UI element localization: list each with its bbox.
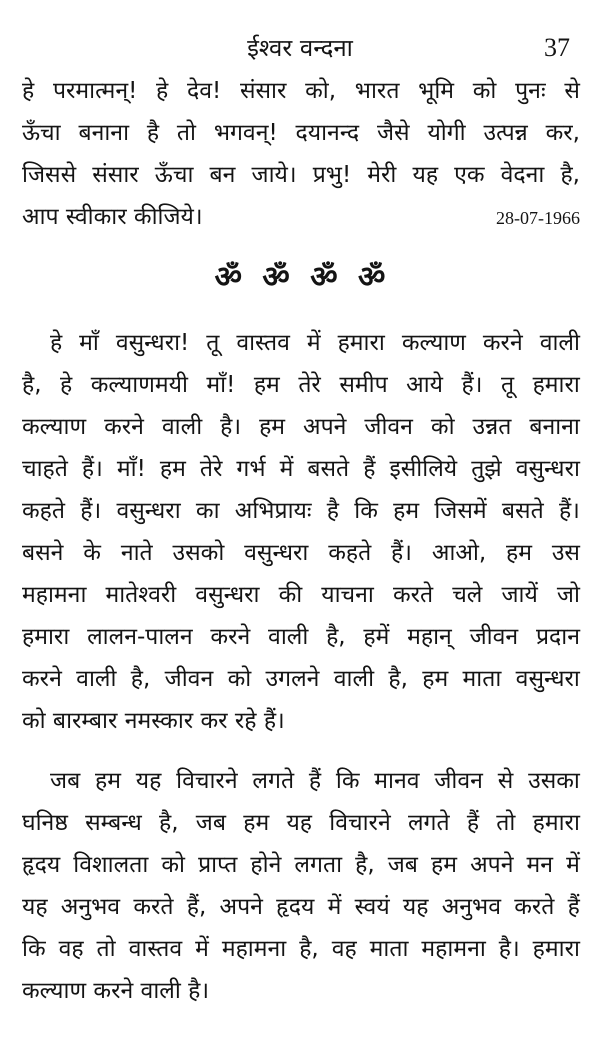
word: महामना — [22, 582, 87, 608]
word: लालन-पालन — [87, 624, 193, 650]
word: है — [146, 120, 160, 146]
word: के — [83, 540, 101, 566]
text-line — [22, 70, 580, 112]
word: प्रदान — [535, 624, 580, 650]
paragraph-heart — [22, 760, 580, 1012]
word: तो — [96, 936, 116, 962]
text-line — [22, 448, 580, 490]
word: मेरी — [367, 162, 397, 188]
word: कल्याण — [22, 414, 87, 440]
word: भूमि — [418, 78, 455, 104]
word: वह — [58, 936, 84, 962]
word: संसार — [239, 78, 287, 104]
word: हम — [259, 414, 286, 440]
word: हैं — [363, 456, 376, 482]
text-line — [22, 154, 580, 196]
om-separator: ॐ ॐ ॐ ॐ — [214, 260, 386, 295]
word: हम — [243, 810, 270, 836]
word: हे — [60, 372, 73, 398]
word: हमारा — [532, 372, 580, 398]
word: भगवन्! — [213, 120, 278, 146]
word: हे — [22, 78, 35, 104]
word: हैं। — [461, 372, 483, 398]
word: वाली — [333, 666, 375, 692]
text-line — [22, 844, 580, 886]
word: का — [195, 498, 220, 524]
word: बनाना — [78, 120, 130, 146]
word: उन्नत — [472, 414, 512, 440]
word: संसार — [92, 162, 139, 188]
word: तेरे — [199, 456, 223, 482]
word: करते — [392, 582, 434, 608]
text-line: आप स्वीकार कीजिये। — [22, 204, 203, 230]
word: हृदय — [276, 894, 315, 920]
word: को — [161, 852, 185, 878]
word: तेरे — [298, 372, 321, 398]
word: हृदय — [22, 852, 61, 878]
word: हे — [50, 330, 63, 356]
word: है। — [220, 414, 242, 440]
text-line — [22, 658, 580, 700]
word: उत्पन्न — [483, 120, 528, 146]
word: कि — [22, 936, 46, 962]
word: गर्भ — [236, 456, 266, 482]
word: समीप — [339, 372, 388, 398]
word: उसका — [528, 768, 580, 794]
word: लगते — [252, 768, 295, 794]
page-number: 37 — [544, 33, 570, 62]
word: माँ — [79, 330, 99, 356]
word: अनुभव — [441, 894, 501, 920]
text-line — [22, 616, 580, 658]
word: हम — [159, 456, 186, 482]
word: परमात्मन्! — [52, 78, 138, 104]
word: चाहते — [22, 456, 68, 482]
word: है, — [326, 624, 346, 650]
word: है, — [299, 936, 319, 962]
date-stamp: 28-07-1966 — [496, 208, 580, 228]
word: लगते — [407, 810, 450, 836]
word: अपने — [470, 852, 514, 878]
word: अपने — [303, 414, 347, 440]
word: लगता — [294, 852, 343, 878]
word: जो — [556, 582, 580, 608]
word: वाली — [268, 624, 309, 650]
word: घनिष्ठ — [22, 810, 68, 836]
text-line — [22, 364, 580, 406]
running-header — [0, 30, 600, 66]
word: वह — [331, 936, 357, 962]
word: जब — [195, 810, 226, 836]
word: पुनः — [515, 78, 546, 104]
word: अनुभव — [60, 894, 121, 920]
word: हम — [422, 666, 449, 692]
word: हैं, — [186, 894, 207, 920]
word: बसने — [22, 540, 64, 566]
word: जिसमें — [434, 498, 487, 524]
word: नाते — [120, 540, 153, 566]
word: करते — [514, 894, 555, 920]
word: करने — [104, 414, 144, 440]
word: हैं — [567, 894, 580, 920]
word: आओ, — [431, 540, 487, 566]
word: है, — [388, 666, 408, 692]
word: हैं — [308, 768, 322, 794]
word: दयानन्द — [295, 120, 360, 146]
word: ऊँचा — [22, 120, 61, 146]
word: हैं। — [81, 456, 103, 482]
word: को — [227, 666, 252, 692]
word: कहते — [22, 498, 65, 524]
word: माँ! — [116, 456, 146, 482]
text-line — [22, 802, 580, 844]
word: मन — [526, 852, 554, 878]
word: हम — [506, 540, 532, 566]
word: कल्याणमयी — [90, 372, 188, 398]
word: वेदना — [500, 162, 545, 188]
word: जैसे — [376, 120, 410, 146]
word: माँ! — [206, 372, 236, 398]
word: कहते — [328, 540, 372, 566]
word: है — [326, 498, 339, 524]
word: में — [327, 894, 342, 920]
word: यह — [135, 768, 162, 794]
paragraph-vasundhara — [22, 322, 580, 742]
word: करने — [210, 624, 251, 650]
word: जायें — [501, 582, 538, 608]
word: होने — [250, 852, 282, 878]
word: वसुन्धरा — [116, 498, 181, 524]
text-line — [22, 490, 580, 532]
word: मातेश्वरी — [105, 582, 177, 608]
word: माता — [369, 936, 409, 962]
word: को, — [305, 78, 337, 104]
text-line — [22, 532, 580, 574]
word: वसुन्धरा! — [115, 330, 190, 356]
word: जीवन — [469, 624, 519, 650]
word: से — [497, 768, 514, 794]
word: वसुन्धरा — [515, 456, 580, 482]
word: उसको — [172, 540, 225, 566]
word: माता — [462, 666, 502, 692]
word: है। — [498, 936, 520, 962]
word: प्राप्त — [198, 852, 238, 878]
word: में — [195, 936, 209, 962]
word: है, — [22, 372, 42, 398]
word: विशालता — [73, 852, 149, 878]
word: जीवन — [164, 666, 214, 692]
word: महामना — [221, 936, 287, 962]
word: कल्याण — [401, 330, 466, 356]
word: है, — [159, 810, 179, 836]
word: जिससे — [22, 162, 77, 188]
word: की — [278, 582, 303, 608]
word: तू — [206, 330, 220, 356]
text-line — [22, 322, 580, 364]
word: उस — [551, 540, 580, 566]
word: जाये। — [251, 162, 297, 188]
word: को — [430, 414, 455, 440]
word: हम — [253, 372, 280, 398]
word: अपने — [219, 894, 263, 920]
word: है, — [560, 162, 580, 188]
text-line: कल्याण करने वाली है। — [22, 978, 210, 1004]
word: बसते — [501, 498, 544, 524]
word: वास्तव — [128, 936, 183, 962]
word: हे — [156, 78, 169, 104]
word: यह — [402, 894, 429, 920]
word: वसुन्धरा — [515, 666, 580, 692]
word: वास्तव — [236, 330, 290, 356]
word: मानव — [374, 768, 420, 794]
word: करते — [133, 894, 174, 920]
word: यह — [22, 894, 48, 920]
word: हैं। — [558, 498, 580, 524]
word: वसुन्धरा — [244, 540, 309, 566]
text-line — [22, 886, 580, 928]
word: वाली — [76, 666, 117, 692]
word: करने — [482, 330, 523, 356]
text-line — [22, 760, 580, 802]
word: जब — [387, 852, 418, 878]
text-line: को बारम्बार नमस्कार कर रहे हैं। — [22, 708, 285, 734]
text-line — [22, 574, 580, 616]
word: कि — [335, 768, 360, 794]
word: हैं। — [80, 498, 102, 524]
word: हम — [431, 852, 457, 878]
word: प्रभु! — [312, 162, 352, 188]
word: हमारा — [337, 330, 385, 356]
word: तुझे — [471, 456, 502, 482]
word: भारत — [354, 78, 400, 104]
word: योगी — [427, 120, 466, 146]
word: में — [306, 330, 321, 356]
word: हमें — [363, 624, 390, 650]
word: इसीलिये — [389, 456, 458, 482]
word: यह — [412, 162, 439, 188]
word: उगलने — [265, 666, 320, 692]
word: हम — [95, 768, 121, 794]
word: विचारने — [329, 810, 391, 836]
word: सम्बन्ध — [85, 810, 142, 836]
word: है, — [355, 852, 375, 878]
word: बन — [209, 162, 236, 188]
word: हमारा — [532, 936, 580, 962]
text-line-with-date — [22, 196, 580, 238]
word: जीवन — [364, 414, 413, 440]
word: से — [564, 78, 580, 104]
word: जब — [50, 768, 81, 794]
word: वसुन्धरा — [195, 582, 260, 608]
text-line — [22, 928, 580, 970]
word: वाली — [161, 414, 203, 440]
word: चले — [452, 582, 483, 608]
word: है, — [130, 666, 151, 692]
word: आये — [406, 372, 444, 398]
word: हम — [393, 498, 420, 524]
word: कि — [354, 498, 378, 524]
word: स्वयं — [354, 894, 390, 920]
word: तू — [500, 372, 515, 398]
word: बनाना — [529, 414, 580, 440]
text-line — [22, 406, 580, 448]
word: बसते — [307, 456, 350, 482]
word: वाली — [539, 330, 580, 356]
word: ऊँचा — [154, 162, 194, 188]
word: हमारा — [22, 624, 70, 650]
word: महामना — [421, 936, 486, 962]
word: देव! — [186, 78, 222, 104]
word: जीवन — [434, 768, 483, 794]
word: तो — [176, 120, 196, 146]
word: हमारा — [532, 810, 580, 836]
word: में — [279, 456, 294, 482]
running-title: ईश्वर वन्दना — [247, 34, 353, 62]
word: कर, — [545, 120, 580, 146]
word: एक — [454, 162, 485, 188]
text-line — [22, 112, 580, 154]
word: याचना — [321, 582, 374, 608]
word: को — [472, 78, 497, 104]
word: यह — [286, 810, 312, 836]
word: विचारने — [176, 768, 238, 794]
word: में — [566, 852, 580, 878]
word: करने — [22, 666, 62, 692]
word: तो — [496, 810, 516, 836]
word: महान् — [407, 624, 452, 650]
word: अभिप्रायः — [234, 498, 312, 524]
word: हैं। — [391, 540, 412, 566]
word: हैं — [466, 810, 480, 836]
paragraph-prayer — [22, 70, 580, 238]
